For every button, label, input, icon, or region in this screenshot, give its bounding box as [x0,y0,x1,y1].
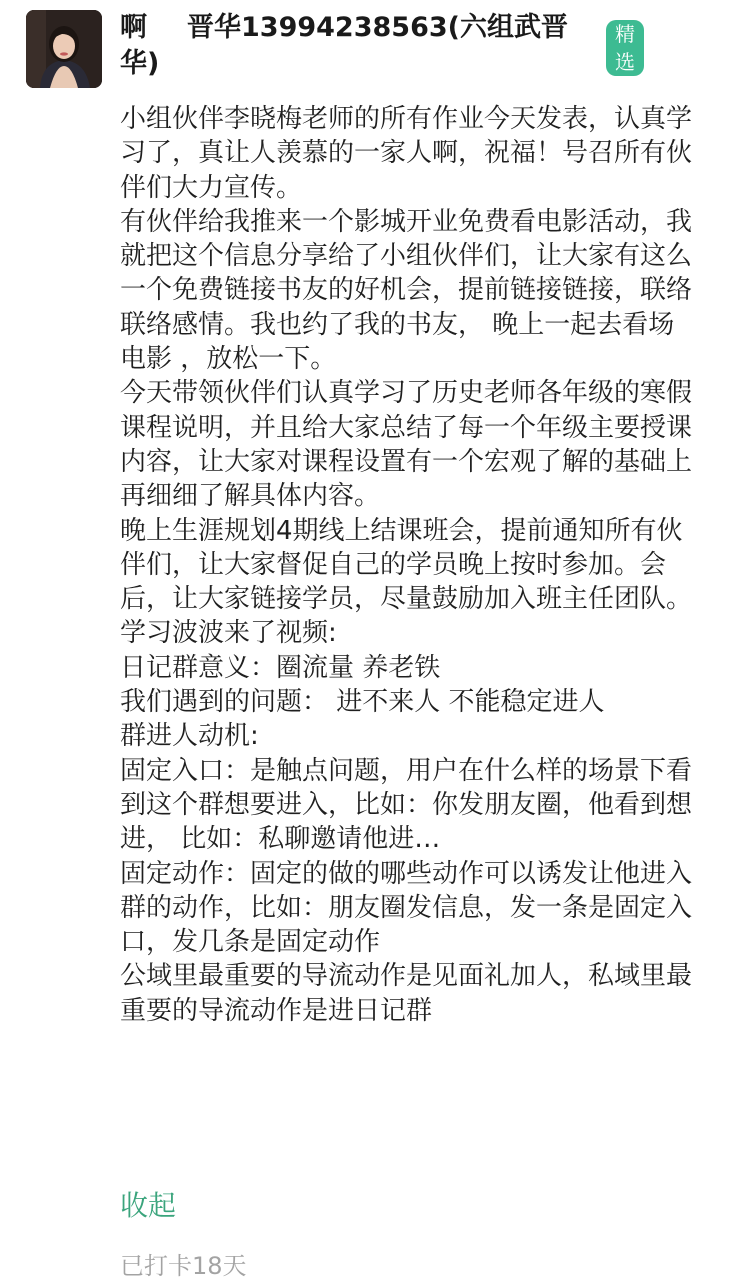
post-paragraph: 固定动作：固定的做的哪些动作可以诱发让他进入群的动作，比如：朋友圈发信息，发一条是固定入口，发几条是固定动作 [120,858,693,958]
collapse-link[interactable]: 收起 [120,1189,177,1222]
post-paragraph: 我们遇到的问题： 进不来人 不能稳定进人 [120,687,605,718]
author-display-name: 晋华13994238563(六组武晋华) [120,12,568,79]
featured-badge: 精选 [606,20,644,76]
author-name[interactable] [120,10,590,82]
post-paragraph: 日记群意义：圈流量 养老铁 [120,652,441,683]
avatar-portrait-image [26,10,102,88]
author-nickname: 啊 [120,12,147,43]
post-paragraph: 晚上生涯规划4期线上结课班会，提前通知所有伙伴们，让大家督促自己的学员晚上按时参加。会后，让大家链接学员，尽量鼓励加入班主任团队。 [120,515,693,615]
post-paragraph: 群进人动机: [120,721,259,752]
post-paragraph: 小组伙伴李晓梅老师的所有作业今天发表，认真学习了，真让人羡慕的一家人啊，祝福！号召所有伙伴们大力宣传。 [120,104,693,203]
avatar[interactable] [26,10,102,88]
post-body [120,102,695,1028]
post-paragraph: 有伙伴给我推来一个影城开业免费看电影活动，我就把这个信息分享给了小组伙伴们，让大家有这么一个免费链接书友的好机会，提前链接链接，联络联络感情。我也约了我的书友， 晚上一起去看场电影 ，放松一下。 [120,206,693,375]
post-paragraph: 学习波波来了视频: [120,618,337,649]
post-paragraph: 公域里最重要的导流动作是见面礼加人，私域里最重要的导流动作是进日记群 [120,961,693,1026]
checkin-count: 已打卡18天 [120,1252,247,1280]
post-paragraph: 今天带领伙伴们认真学习了历史老师各年级的寒假课程说明，并且给大家总结了每一个年级主要授课内容，让大家对课程设置有一个宏观了解的基础上再细细了解具体内容。 [120,378,693,512]
post-paragraph: 固定入口：是触点问题，用户在什么样的场景下看到这个群想要进入，比如：你发朋友圈，他看到想进， 比如：私聊邀请他进… [120,755,693,855]
